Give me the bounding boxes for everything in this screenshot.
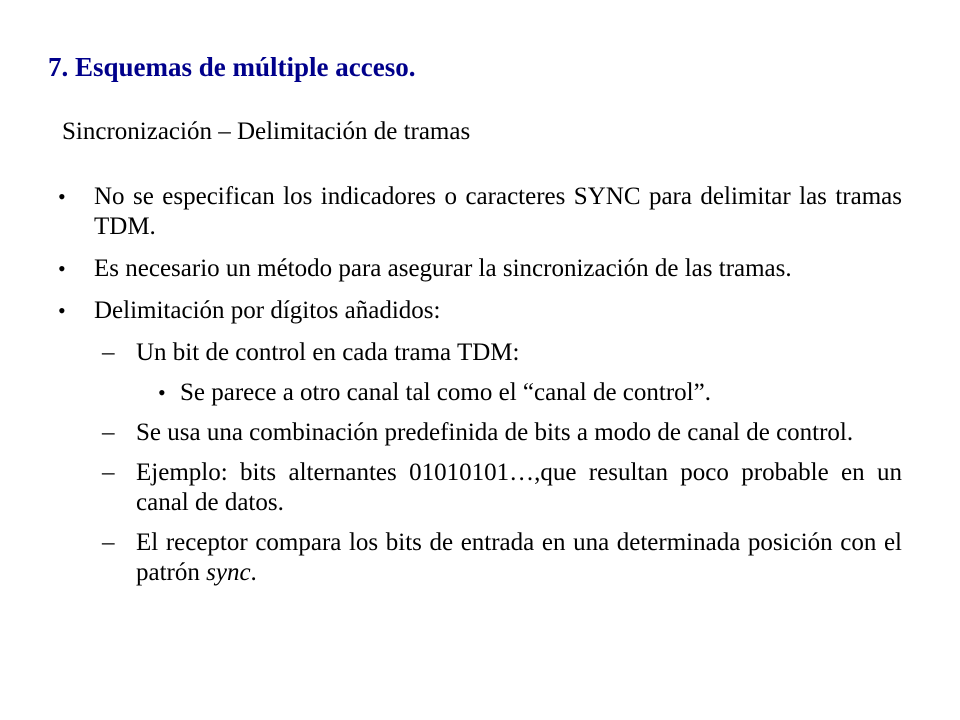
list-item-text: Ejemplo: bits alternantes 01010101…,que resultan poco probable en un canal de datos. (136, 459, 902, 516)
list-item-text: No se especifican los indicadores o caracteres SYNC para delimitar las tramas TDM. (94, 183, 902, 240)
sub-list-item (56, 418, 902, 448)
dash-marker: – (102, 459, 115, 486)
sub-list-item (56, 338, 902, 368)
sub-list-item (56, 528, 902, 588)
list-item (56, 182, 902, 242)
sub-list-item (56, 458, 902, 518)
bullet-marker: • (58, 298, 66, 323)
bullet-marker: • (58, 184, 66, 209)
dash-marker: – (102, 529, 115, 556)
bullet-marker: • (158, 380, 166, 405)
text-before-sync: El receptor compara los bits de entrada en una determinada posición con el patrón (136, 529, 902, 586)
sync-italic-text: sync (206, 559, 251, 586)
slide-title: 7. Esquemas de múltiple acceso. (48, 52, 416, 82)
dash-marker: – (102, 419, 115, 446)
list-item-text: Se parece a otro canal tal como el “canal de control”. (180, 379, 711, 406)
list-item-text: Es necesario un método para asegurar la sincronización de las tramas. (94, 255, 792, 282)
list-item-text: Se usa una combinación predefinida de bits a modo de canal de control. (136, 419, 854, 446)
list-item (56, 254, 902, 284)
bullet-marker: • (58, 256, 66, 281)
list-item (56, 296, 902, 326)
slide-subtitle: Sincronización – Delimitación de tramas (62, 118, 471, 145)
text-after-sync: . (250, 559, 257, 586)
list-item-text (136, 529, 902, 586)
bullet-list (56, 182, 902, 598)
sub-sub-list-item (56, 378, 902, 408)
dash-marker: – (102, 339, 115, 366)
list-item-text: Un bit de control en cada trama TDM: (136, 339, 520, 366)
list-item-text: Delimitación por dígitos añadidos: (94, 297, 441, 324)
